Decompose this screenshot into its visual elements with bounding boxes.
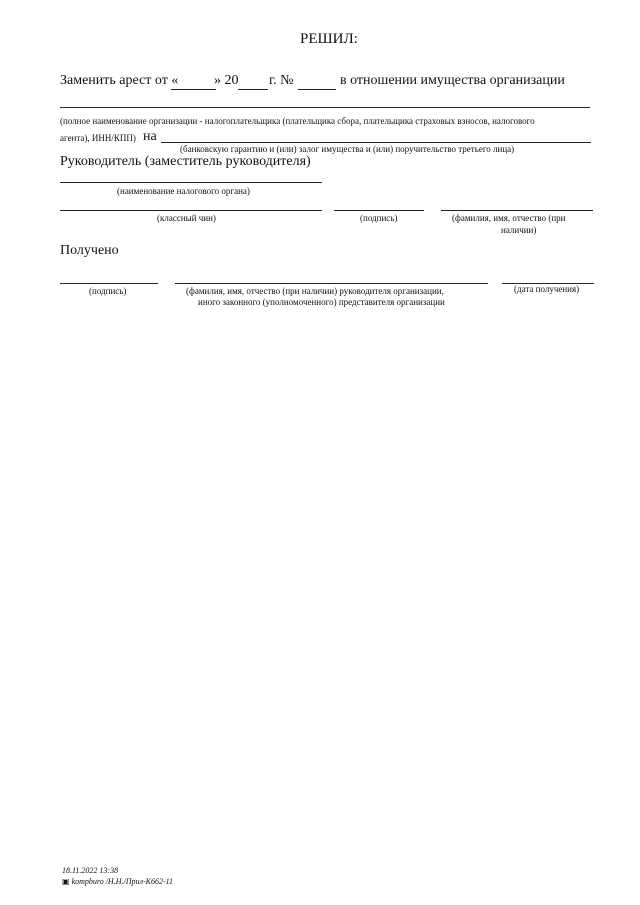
head-fio-caption-line1: (фамилия, имя, отчество (при — [452, 213, 566, 223]
class-rank-caption: (классный чин) — [157, 213, 216, 223]
received-fio-line[interactable] — [175, 283, 488, 284]
guarantee-field-line[interactable] — [161, 142, 591, 143]
received-fio-caption-line1: (фамилия, имя, отчество (при наличии) руководителя организации, — [186, 286, 444, 296]
head-label: Руководитель (заместитель руководителя) — [60, 154, 311, 169]
received-fio-caption-line2: иного законного (уполномоченного) представителя организации — [198, 297, 445, 307]
decision-quote-close: » 20 — [214, 73, 239, 88]
received-label: Получено — [60, 243, 119, 258]
organization-caption-line2: агента), ИНН/КПП) — [60, 133, 136, 143]
guarantee-caption: (банковскую гарантию и (или) залог имущества и (или) поручительство третьего лица) — [180, 144, 515, 154]
organization-name-line[interactable] — [60, 107, 590, 108]
tax-organ-caption: (наименование налогового органа) — [117, 186, 250, 196]
head-signature-line[interactable] — [334, 210, 424, 211]
class-rank-line[interactable] — [60, 210, 322, 211]
number-field-line[interactable] — [298, 89, 336, 90]
decision-year-suffix: г. № — [269, 73, 294, 88]
head-signature-caption: (подпись) — [360, 213, 398, 223]
year-field-line[interactable] — [238, 89, 268, 90]
received-signature-line[interactable] — [60, 283, 158, 284]
day-field-line[interactable] — [171, 89, 216, 90]
organization-na-text: на — [143, 129, 157, 144]
footer-path — [62, 877, 173, 886]
decision-prefix: Заменить арест от « — [60, 73, 179, 88]
footer-path-text: kompburo /Н.Н./Прил-К662-11 — [71, 877, 174, 886]
received-date-caption: (дата получения) — [514, 284, 580, 294]
footer-timestamp: 18.11.2022 13:38 — [62, 866, 119, 875]
head-fio-line[interactable] — [441, 210, 593, 211]
decision-property-text: в отношении имущества организации — [340, 73, 565, 88]
tax-organ-line[interactable] — [60, 182, 322, 183]
organization-caption-line1: (полное наименование организации - налогоплательщика (плательщика сбора, плательщика страховых взносов, налогового — [60, 116, 535, 126]
page-title: РЕШИЛ: — [300, 31, 358, 47]
received-signature-caption: (подпись) — [89, 286, 127, 296]
file-icon: ▣ — [62, 877, 70, 886]
head-fio-caption-line2: наличии) — [501, 225, 537, 235]
